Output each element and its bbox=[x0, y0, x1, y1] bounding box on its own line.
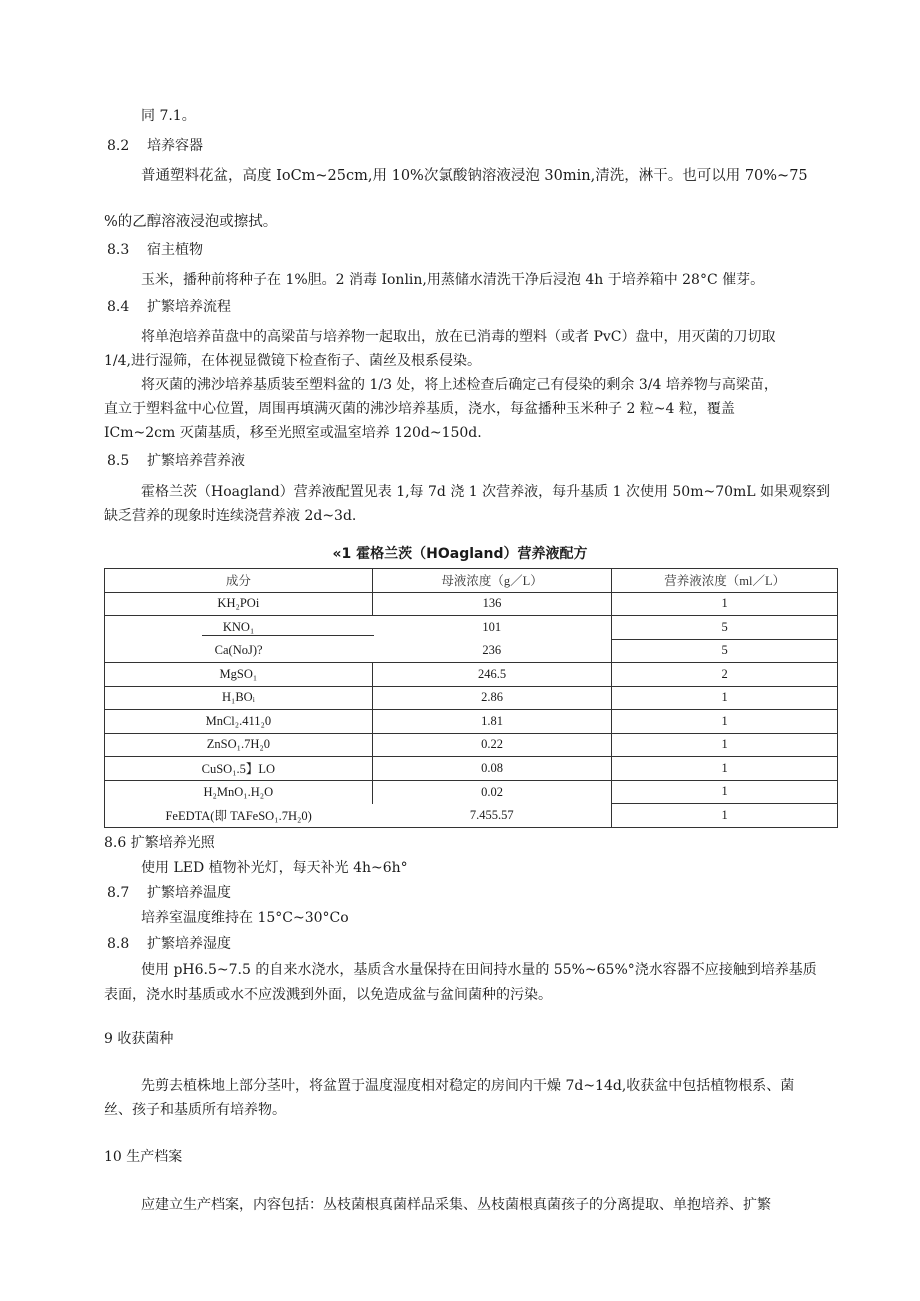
table-header-row bbox=[105, 569, 838, 593]
section-number: 8.3 bbox=[107, 242, 130, 258]
table-cell: 1 bbox=[612, 592, 838, 616]
table-cell: 2 bbox=[612, 663, 838, 687]
section-heading-8-6: 8.6 扩繁培养光照 bbox=[104, 835, 215, 851]
table-cell: 0.22 bbox=[372, 733, 612, 757]
table-cell: 1 bbox=[612, 710, 838, 734]
table-cell: 136 bbox=[372, 592, 612, 616]
table-cell: 236 bbox=[372, 639, 612, 663]
table-cell: ZnSO₁.7H₂0 bbox=[105, 733, 373, 757]
text-line: 同 7.1。 bbox=[141, 108, 196, 124]
table-cell: 101 bbox=[372, 616, 612, 640]
section-heading-9: 9 收获菌种 bbox=[104, 1031, 174, 1047]
table-row bbox=[105, 710, 838, 734]
section-heading-8-7 bbox=[107, 883, 231, 903]
paragraph-line: %的乙醇溶液浸泡或擦拭。 bbox=[104, 214, 278, 230]
table-cell: 0.08 bbox=[372, 757, 612, 781]
paragraph-line: 表面，浇水时基质或水不应泼溅到外面，以免造成盆与盆间菌种的污染。 bbox=[104, 987, 552, 1003]
table-row bbox=[105, 804, 838, 828]
paragraph-line: 培养室温度维持在 15°C~30°Co bbox=[141, 910, 349, 926]
paragraph-line: 先剪去植株地上部分茎叶，将盆置于温度湿度相对稳定的房间内干燥 7d~14d,收获盆中包括植物根系、菌 bbox=[141, 1078, 795, 1094]
table-caption: «1 霍格兰茨（HOagland）营养液配方 bbox=[332, 546, 588, 562]
paragraph-line: 玉米，播种前将种子在 1%胆。2 消毒 Ionlin,用蒸储水清洗干净后浸泡 4h 于培养箱中 28°C 催芽。 bbox=[141, 272, 765, 288]
paragraph-line: 将单泡培养苗盘中的高梁苗与培养物一起取出，放在已消毒的塑料（或者 PvC）盘中，用灭菌的刀切取 bbox=[141, 329, 776, 345]
table-cell: CuSO₁.5】LO bbox=[105, 757, 373, 781]
section-title: 扩繁培养温度 bbox=[147, 885, 231, 901]
section-heading-8-3 bbox=[107, 240, 203, 260]
section-title: 宿主植物 bbox=[147, 242, 203, 258]
table-divider bbox=[202, 635, 374, 636]
table-cell: Ca(NoJ)? bbox=[105, 639, 373, 663]
table-cell: FeEDTA(即 TAFeSO₁.7H₂0) bbox=[105, 804, 373, 828]
table-cell: 1.81 bbox=[372, 710, 612, 734]
section-heading-8-2 bbox=[107, 136, 203, 156]
table-cell: 1 bbox=[612, 804, 838, 828]
section-number: 8.2 bbox=[107, 138, 130, 154]
table-cell: 5 bbox=[612, 616, 838, 640]
section-title: 扩繁培养湿度 bbox=[147, 936, 231, 952]
section-title: 扩繁培养流程 bbox=[147, 299, 231, 315]
section-heading-8-8 bbox=[107, 934, 231, 954]
table-cell: KH₂POi bbox=[105, 592, 373, 616]
table-row bbox=[105, 592, 838, 616]
section-number: 8.4 bbox=[107, 299, 130, 315]
section-title: 扩繁培养营养液 bbox=[147, 453, 245, 469]
table-cell: 1 bbox=[612, 686, 838, 710]
table-cell: 0.02 bbox=[372, 780, 612, 804]
column-header: 营养液浓度（ml／L） bbox=[612, 569, 838, 593]
nutrient-table bbox=[104, 568, 838, 828]
table-cell: 2.86 bbox=[372, 686, 612, 710]
table-cell: 5 bbox=[612, 639, 838, 663]
table-row bbox=[105, 757, 838, 781]
paragraph-line: 普通塑料花盆，高度 IoCm~25cm,用 10%次氯酸钠溶液浸泡 30min,清洗，淋干。也可以用 70%~75 bbox=[141, 168, 808, 184]
section-heading-10: 10 生产档案 bbox=[104, 1149, 183, 1165]
section-heading-8-4 bbox=[107, 297, 231, 317]
paragraph-line: 应建立生产档案，内容包括：丛枝菌根真菌样品采集、丛枝菌根真菌孩子的分离提取、单抱培养、扩繁 bbox=[141, 1197, 771, 1213]
table-row bbox=[105, 733, 838, 757]
paragraph-line: 霍格兰茨（Hoagland）营养液配置见表 1,每 7d 浇 1 次营养液，每升基质 1 次使用 50m~70mL 如果观察到 bbox=[141, 484, 831, 500]
section-number: 8.5 bbox=[107, 453, 130, 469]
paragraph-line: ICm~2cm 灭菌基质，移至光照室或温室培养 120d~150d. bbox=[104, 425, 482, 441]
paragraph-line: 使用 LED 植物补光灯，每天补光 4h~6h° bbox=[141, 860, 408, 876]
table-cell: 7.455.57 bbox=[372, 804, 612, 828]
paragraph-line: 丝、孩子和基质所有培养物。 bbox=[104, 1102, 286, 1118]
section-heading-8-5 bbox=[107, 451, 245, 471]
paragraph-line: 直立于塑料盆中心位置，周围再填满灭菌的沸沙培养基质，浇水，每盆播种玉米种子 2 粒~4 粒，覆盖 bbox=[104, 401, 735, 417]
column-header: 母液浓度（g／L） bbox=[372, 569, 612, 593]
table-cell: MnCl₂.411₂0 bbox=[105, 710, 373, 734]
table-cell: KNO₁ bbox=[105, 616, 373, 640]
paragraph-line: 缺乏营养的现象时连续浇营养液 2d~3d. bbox=[104, 508, 357, 524]
section-number: 8.7 bbox=[107, 885, 130, 901]
paragraph-line: 使用 pH6.5~7.5 的自来水浇水，基质含水量保持在田间持水量的 55%~65%°浇水容器不应接触到培养基质 bbox=[141, 962, 817, 978]
table-row bbox=[105, 639, 838, 663]
section-title: 培养容器 bbox=[147, 138, 203, 154]
table-cell: H₂MnO₁.H₂O bbox=[105, 780, 373, 804]
paragraph-line: 将灭菌的沸沙培养基质装至塑料盆的 1/3 处，将上述检查后确定己有侵染的剩余 3/4 培养物与高梁苗， bbox=[141, 377, 778, 393]
paragraph-line: 1/4,进行湿筛，在体视显微镜下检查衔子、菌丝及根系侵染。 bbox=[104, 353, 481, 369]
section-number: 8.8 bbox=[107, 936, 130, 952]
column-header: 成分 bbox=[105, 569, 373, 593]
table-cell: MgSO₁ bbox=[105, 663, 373, 687]
table-cell: 1 bbox=[612, 757, 838, 781]
table-cell: 246.5 bbox=[372, 663, 612, 687]
table-row bbox=[105, 780, 838, 804]
table-row bbox=[105, 663, 838, 687]
table-cell: 1 bbox=[612, 733, 838, 757]
table-cell: 1 bbox=[612, 780, 838, 804]
table-row bbox=[105, 686, 838, 710]
table-cell: H₁BOᵢ bbox=[105, 686, 373, 710]
